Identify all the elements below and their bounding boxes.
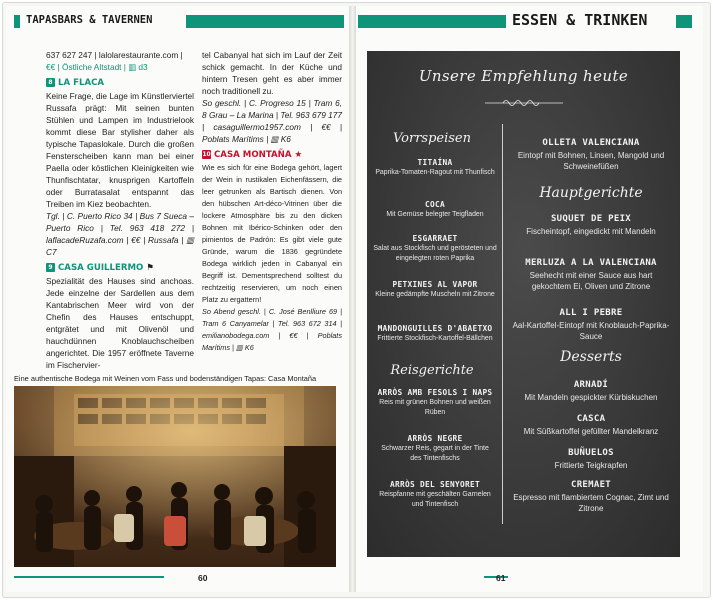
- menu-item-desc: Reispfanne mit geschälten Garnelen und Tintenfisch: [379, 491, 491, 508]
- entry-number-badge: 10: [202, 151, 211, 158]
- menu-item: [509, 137, 673, 172]
- menu-item: [509, 257, 673, 292]
- menu-item: [375, 279, 495, 300]
- photo-caption: Eine authentische Bodega mit Weinen vom Fass und bodenständigen Tapas: Casa Montaña: [14, 374, 317, 383]
- menu-item-name: ARNADÍ: [573, 380, 609, 390]
- section-vorspeisen: Vorrspeisen: [392, 131, 472, 146]
- menu-item: [509, 413, 673, 437]
- casa-montana-heading: [202, 149, 342, 162]
- footer-line-left: [14, 576, 164, 578]
- menu-item-name: ALL I PEBRE: [559, 308, 623, 318]
- la-flaca-heading: [46, 77, 194, 90]
- menu-item-name: TITAÍNA: [417, 158, 453, 167]
- chalkboard-menu: [367, 51, 680, 557]
- menu-item-desc: Mit Mandeln gespickter Kürbiskuchen: [524, 393, 658, 402]
- menu-item-desc: Salat aus Stockfisch und gerösteten und eingelegten roten Paprika: [373, 245, 497, 262]
- menu-item-name: ESGARRAET: [412, 234, 458, 243]
- header-bar-right-edge: [676, 15, 692, 28]
- menu-item-name: SUQUET DE PEIX: [550, 214, 632, 224]
- entry-number-badge: 9: [46, 263, 55, 272]
- menu-item: [375, 433, 495, 463]
- casa-guillermo-text-cont: tel Cabanyal hat sich im Lauf der Zeit schick gemacht. In der Küche und hintern Tresen geht es aber immer noch traditionell zu.: [202, 50, 342, 96]
- menu-item-desc: Fischeintopf, eingedickt mit Mandeln: [526, 227, 656, 236]
- bodega-photo: [14, 386, 336, 567]
- menu-item-name: CREMAET: [570, 480, 612, 490]
- left-column-2: [202, 49, 342, 354]
- entry-number-badge: 8: [46, 78, 55, 87]
- menu-item: [369, 323, 501, 344]
- menu-item-desc: Paprika-Tomaten-Ragout mit Thunfisch: [375, 169, 495, 176]
- prev-entry-line-2: €€ | Östliche Altstadt | ▥ d3: [46, 62, 148, 72]
- menu-item-desc: Reis mit grünen Bohnen und weißen Rüben: [379, 399, 491, 416]
- flag-icon: ⚑: [146, 263, 155, 273]
- board-column-divider: [502, 124, 503, 524]
- left-header-title: TAPASBARS & TAVERNEN: [26, 14, 153, 26]
- menu-item-desc: Mit Süßkartoffel gefüllter Mandelkranz: [523, 427, 659, 436]
- menu-item-name: CASCA: [576, 414, 606, 424]
- page-number-left: 60: [198, 573, 208, 583]
- menu-item-name: OLLETA VALENCIANA: [542, 138, 640, 148]
- header-bar-left: [186, 15, 344, 28]
- section-hauptgerichte: Hauptgerichte: [539, 185, 643, 201]
- right-header-title: ESSEN & TRINKEN: [512, 11, 648, 29]
- menu-item-desc: Seehecht mit einer Sauce aus hart gekochtem Ei, Oliven und Zitrone: [529, 271, 653, 291]
- header-bar-left-edge: [14, 15, 20, 28]
- casa-montana-text: Wie es sich für eine Bodega gehört, lagert der Wein in rustikalen Eichenfässern, die leer getrunken als Bartisch dienen. Von den hübschen Art-déco-Vitrinen über die lockere Atmosphäre bis zu den dicken Bohnen mit Ibérico-Schinken oder den pimientos de Padrón: Es gibt viele gute Gründe, warum die 1836 gegründete Bodega wirklich jeden in Cabanyal ein Begriff ist. Dementsprechend solltest du rechtzeitig reservieren, um noch einen Platz zu ergattern!: [202, 163, 342, 304]
- casa-montana-name: CASA MONTAÑA: [214, 150, 292, 160]
- la-flaca-text: Keine Frage, die Lage im Künstlerviertel Russafa prägt: Mit seinen bunten Stühlen und Lampen im Industrielook kommt diese Bar stylisher daher als typische Tapaslokale. Durch die großen Fensterscheiben kann man bei einer Paella oder köstlichen Kleinigkeiten wie Thunfischtatar, knusprigen Kartoffeln oder Burratasalat entspannt das Treiben im Kiez beobachten.: [46, 91, 194, 209]
- menu-item-name: PETXINES AL VAPOR: [392, 280, 478, 289]
- menu-item-desc: Aal-Kartoffel-Eintopf mit Knoblauch-Paprika-Sauce: [512, 321, 670, 341]
- casa-guillermo-info: So geschl. | C. Progreso 15 | Tram 6, 8 Grau – La Marina | Tel. 963 679 177 | casaguillermo1957.com | €€ | Poblats Marítims | ▥ K6: [202, 98, 342, 144]
- menu-item-desc: Kleine gedämpfte Muscheln mit Zitrone: [375, 291, 495, 298]
- ornament-icon: [483, 97, 565, 109]
- menu-item-name: COCA: [425, 200, 445, 209]
- menu-item-desc: Mit Gemüse belegter Teigfladen: [386, 211, 484, 218]
- menu-item: [509, 479, 673, 514]
- menu-item: [509, 307, 673, 342]
- casa-guillermo-text: Spezialität des Hauses sind anchoas. Jede einzelne der Sardellen aus dem Kantabrischen Meer wird von der Chefin des Hauses entschuppt, entgrätet und mit Olivenöl und hauchdünnen Knoblauchscheiben angerichtet. Die 1957 eröffnete Taverne im Fischervier-: [46, 276, 194, 370]
- menu-item-name: ARRÒS AMB FESOLS I NAPS: [377, 388, 493, 397]
- section-reisgerichte: Reisgerichte: [390, 363, 474, 378]
- menu-item-desc: Espresso mit flambiertem Cognac, Zimt und Zitrone: [513, 493, 669, 513]
- menu-item-desc: Schwarzer Reis, gegart in der Tinte des Tintenfischs: [381, 445, 489, 462]
- star-icon: ★: [294, 150, 303, 160]
- menu-item-name: BUÑUELOS: [568, 448, 614, 458]
- menu-item: [375, 157, 495, 178]
- prev-entry-line-1: 637 627 247 | lalolarestaurante.com |: [46, 50, 183, 60]
- casa-montana-info: So Abend geschl. | C. José Benlliure 69 | Tram 6 Canyamelar | Tel. 963 672 314 | emilianobodega.com | €€ | Poblats Marítims | ▥ K6: [202, 307, 342, 352]
- menu-item-name: ARRÒS NEGRE: [407, 434, 463, 443]
- section-desserts: Desserts: [560, 349, 622, 365]
- menu-item: [375, 387, 495, 417]
- menu-item: [509, 447, 673, 471]
- menu-item: [375, 479, 495, 509]
- header-bar-right: [358, 15, 506, 28]
- menu-item: [509, 379, 673, 403]
- menu-item-desc: Frittierte Stockfisch-Kartoffel-Bällchen: [377, 335, 493, 342]
- book-gutter: [349, 6, 356, 592]
- la-flaca-name: LA FLACA: [58, 78, 105, 88]
- page-number-right: 61: [496, 573, 506, 583]
- casa-guillermo-heading: [46, 262, 194, 275]
- la-flaca-info: Tgl. | C. Puerto Rico 34 | Bus 7 Sueca – Puerto Rico | Tel. 963 418 272 | laflacadeRuzafa.com | €€ | Russafa | ▥ C7: [46, 211, 194, 257]
- menu-item: [369, 233, 501, 263]
- board-title: Unsere Empfehlung heute: [418, 67, 629, 85]
- left-column-1: [46, 49, 194, 371]
- menu-item-desc: Frittierte Teigkrapfen: [554, 461, 628, 470]
- menu-item-name: MANDONGUILLES D'ABAETXO: [377, 324, 493, 333]
- bodega-interior-illustration: [14, 386, 336, 567]
- menu-item-name: ARRÒS DEL SENYORET: [390, 480, 480, 489]
- menu-item-desc: Eintopf mit Bohnen, Linsen, Mangold und Schweinefüßen: [517, 151, 665, 171]
- casa-guillermo-name: CASA GUILLERMO: [58, 263, 144, 273]
- menu-item: [509, 213, 673, 237]
- menu-item-name: MERLUZA A LA VALENCIANA: [525, 258, 657, 268]
- menu-item: [375, 199, 495, 220]
